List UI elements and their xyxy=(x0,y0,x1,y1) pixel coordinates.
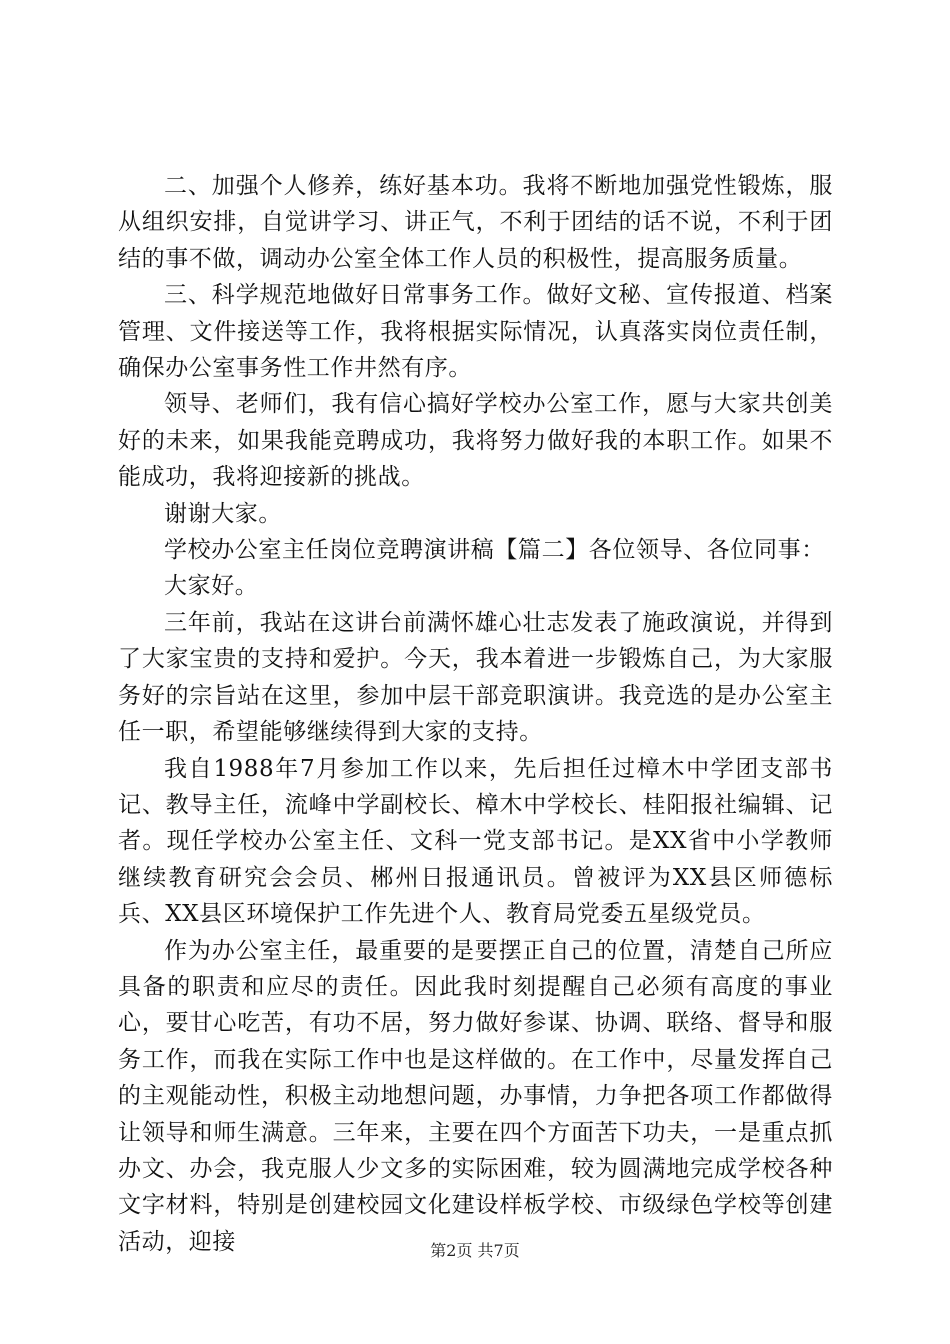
paragraph-work-history: 我自1988年7月参加工作以来，先后担任过樟木中学团支部书记、教导主任，流峰中学副校长、樟木中学校长、桂阳报社编辑、记者。现任学校办公室主任、文科一党支部书记。是XX省中小学教师继续教育研究会会员、郴州日报通讯员。曾被评为XX县区师德标兵、XX县区环境保护工作先进个人、教育局党委五星级党员。 xyxy=(118,755,833,928)
paragraph-three-years-ago: 三年前，我站在这讲台前满怀雄心壮志发表了施政演说，并得到了大家宝贵的支持和爱护。今天，我本着进一步锻炼自己，为大家服务好的宗旨站在这里，参加中层干部竞职演讲。我竞选的是办公室主任一职，希望能够继续得到大家的支持。 xyxy=(118,609,833,746)
paragraph-strengthen-cultivation: 二、加强个人修养，练好基本功。我将不断地加强党性锻炼，服从组织安排，自觉讲学习、讲正气，不利于团结的话不说，不利于团结的事不做，调动办公室全体工作人员的积极性，提高服务质量。 xyxy=(118,173,833,272)
page-number-footer: 第2页 共7页 xyxy=(430,1241,520,1260)
body-text xyxy=(118,168,833,1260)
paragraph-greeting: 大家好。 xyxy=(164,573,259,600)
paragraph-thanks: 谢谢大家。 xyxy=(164,500,282,527)
paragraph-section-two-heading: 学校办公室主任岗位竞聘演讲稿【篇二】各位领导、各位同事： xyxy=(164,537,825,564)
paragraph-confidence: 领导、老师们，我有信心搞好学校办公室工作，愿与大家共创美好的未来，如果我能竞聘成功，我将努力做好我的本职工作。如果不能成功，我将迎接新的挑战。 xyxy=(118,391,833,491)
paragraph-office-director-role: 作为办公室主任，最重要的是要摆正自己的位置，清楚自己所应具备的职责和应尽的责任。因此我时刻提醒自己必须有高度的事业心，要甘心吃苦，有功不居，努力做好参谋、协调、联络、督导和服务工作，而我在实际工作中也是这样做的。在工作中，尽量发挥自己的主观能动性，积极主动地想问题，办事情，力争把各项工作都做得让领导和师生满意。三年来，主要在四个方面苦下功夫，一是重点抓办文、办会，我克服人少文多的实际困难，较为圆满地完成学校各种文字材料，特别是创建校园文化建设样板学校、市级绿色学校等创建活动，迎接 xyxy=(118,937,833,1255)
paragraph-daily-affairs: 三、科学规范地做好日常事务工作。做好文秘、宣传报道、档案管理、文件接送等工作，我将根据实际情况，认真落实岗位责任制，确保办公室事务性工作井然有序。 xyxy=(118,282,833,382)
